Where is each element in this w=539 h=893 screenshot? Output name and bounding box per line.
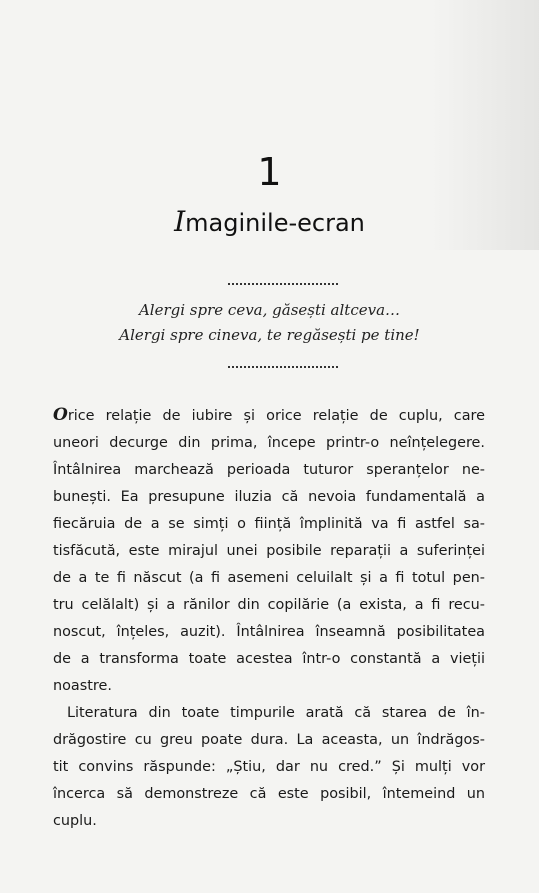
ornamental-rule-top — [228, 283, 338, 285]
body-text — [53, 402, 485, 835]
paragraph-line: Orice relație de iubire și orice relație de cuplu, care — [53, 405, 485, 425]
chapter-title — [0, 207, 539, 238]
paragraph-line: tit convins răspunde: „Știu, dar nu cred.” Și mulți vor — [53, 759, 485, 775]
epigraph — [0, 298, 539, 348]
epigraph-line: Alergi spre cineva, te regăsești pe tine! — [119, 326, 420, 344]
paragraph-line: uneori decurge din prima, începe printr-o neînțelegere. — [53, 435, 485, 451]
paragraph-line: de a transforma toate acestea într-o constantă a vieții — [53, 651, 485, 667]
paragraph-line: fiecăruia de a se simți o ființă împlinită va fi astfel sa- — [53, 516, 485, 532]
paragraph-line: încerca să demonstreze că este posibil, întemeind un — [53, 786, 485, 802]
paragraph-line: tru celălalt) și a rănilor din copilărie (a exista, a fi recu- — [53, 597, 485, 613]
drop-cap: O — [53, 405, 68, 425]
chapter-number: 1 — [257, 150, 282, 194]
paragraph-line: tisfăcută, este mirajul unei posibile reparații a suferinței — [53, 543, 485, 559]
chapter-title-initial: I — [174, 205, 186, 238]
chapter-title-rest: maginile-ecran — [185, 209, 365, 237]
paragraph-line: noscut, înțeles, auzit). Întâlnirea înseamnă posibilitatea — [53, 624, 485, 640]
paragraph-line: cuplu. — [53, 813, 97, 829]
ornamental-rule-bottom — [228, 366, 338, 368]
paragraph-line: drăgostire cu greu poate dura. La aceasta, un îndrăgos- — [53, 732, 485, 748]
epigraph-line: Alergi spre ceva, găsești altceva… — [138, 301, 401, 319]
paragraph-line: Literatura din toate timpurile arată că starea de în- — [67, 705, 485, 721]
paragraph-line: Întâlnirea marchează perioada tuturor speranțelor ne- — [53, 462, 485, 478]
paragraph-line: de a te fi născut (a fi asemeni celuilalt și a fi totul pen- — [53, 570, 485, 586]
paragraph-line: noastre. — [53, 678, 112, 694]
paragraph-line: bunești. Ea presupune iluzia că nevoia fundamentală a — [53, 489, 485, 505]
